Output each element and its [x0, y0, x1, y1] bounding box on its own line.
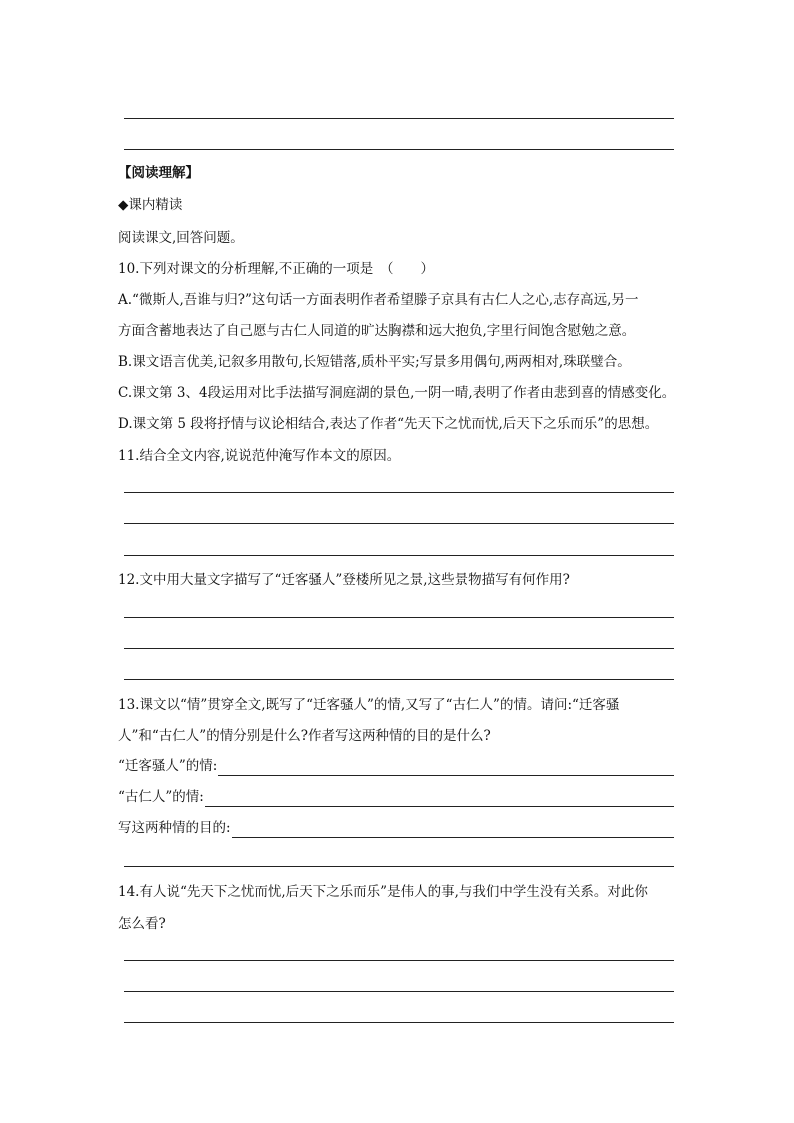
question-10-option-c: C.课文第 3、4段运用对比手法描写洞庭湖的景色,一阴一晴,表明了作者由悲到喜的情感变化。 [118, 385, 676, 401]
instruction: 阅读课文,回答问题。 [118, 230, 244, 246]
section-title: 【阅读理解】 [118, 165, 199, 181]
fill-row-guren [118, 787, 674, 807]
question-13-stem: 13.课文以“情”贯穿全文,既写了“迁客骚人”的情,又写了“古仁人”的情。请问:“迁客骚 [118, 697, 620, 713]
question-11-stem: 11.结合全文内容,说说范仲淹写作本文的原因。 [118, 448, 401, 464]
question-12-stem: 12.文中用大量文字描写了“迁客骚人”登楼所见之景,这些景物描写有何作用? [118, 572, 570, 588]
answer-line[interactable] [124, 960, 674, 961]
fill-blank-guren[interactable] [205, 791, 674, 807]
fill-blank-purpose[interactable] [232, 822, 674, 838]
question-13-stem-cont: 人”和“古仁人”的情分别是什么?作者写这两种情的目的是什么? [118, 728, 491, 744]
answer-line[interactable] [124, 523, 674, 524]
fill-row-qianke [118, 756, 674, 776]
answer-line[interactable] [124, 991, 674, 992]
answer-line[interactable] [124, 866, 674, 867]
answer-line[interactable] [124, 1022, 674, 1023]
answer-line[interactable] [124, 492, 674, 493]
question-10-option-a: A.“微斯人,吾谁与归?”这句话一方面表明作者希望滕子京具有古仁人之心,志存高远,另一 [118, 292, 639, 308]
question-14-stem: 14.有人说“先天下之忧而忧,后天下之乐而乐”是伟人的事,与我们中学生没有关系。对此你 [118, 884, 648, 900]
question-10-option-d: D.课文第 5 段将抒情与议论相结合,表达了作者“先天下之忧而忧,后天下之乐而乐”的思想。 [118, 416, 659, 432]
fill-label-qianke: “迁客骚人”的情: [118, 758, 218, 774]
section-subtitle: ◆课内精读 [118, 197, 183, 213]
fill-label-guren: “古仁人”的情: [118, 789, 204, 805]
answer-line[interactable] [124, 118, 674, 119]
answer-line[interactable] [124, 617, 674, 618]
answer-line[interactable] [124, 648, 674, 649]
fill-row-purpose [118, 818, 674, 838]
question-10-option-b: B.课文语言优美,记叙多用散句,长短错落,质朴平实;写景多用偶句,两两相对,珠联璧合。 [118, 354, 631, 370]
answer-line[interactable] [124, 679, 674, 680]
question-10-stem: 10.下列对课文的分析理解,不正确的一项是 （ ） [118, 261, 435, 277]
question-10-option-a-cont: 方面含蓄地表达了自己愿与古仁人同道的旷达胸襟和远大抱负,字里行间饱含慰勉之意。 [118, 323, 636, 339]
fill-label-purpose: 写这两种情的目的: [118, 820, 231, 836]
answer-line[interactable] [124, 149, 674, 150]
question-14-stem-cont: 怎么看? [118, 916, 166, 932]
fill-blank-qianke[interactable] [218, 760, 674, 776]
answer-line[interactable] [124, 555, 674, 556]
